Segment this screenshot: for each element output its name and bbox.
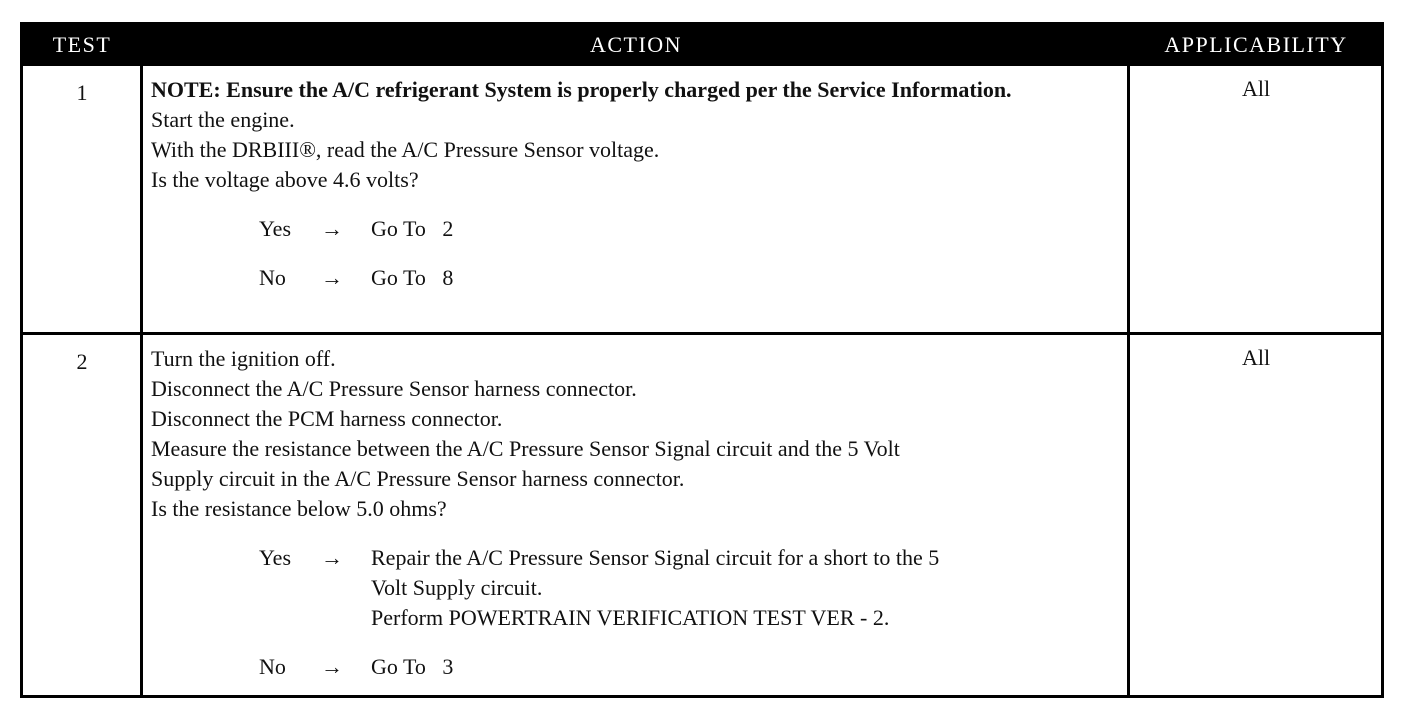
option-result: Go To 3 — [371, 654, 454, 679]
option-result: Go To 2 — [371, 216, 454, 241]
action-line: Disconnect the PCM harness connector. — [151, 406, 503, 431]
option-result-line: Perform POWERTRAIN VERIFICATION TEST VER - 2. — [371, 605, 890, 630]
option-label: Yes — [259, 545, 292, 570]
option-result-line: Volt Supply circuit. — [371, 575, 543, 600]
arrow-icon: → — [321, 654, 343, 679]
option-yes — [151, 214, 1123, 244]
applicability-value: All — [1241, 76, 1271, 101]
test-number: 1 — [76, 80, 88, 105]
option-no — [151, 263, 1123, 293]
action-line: Disconnect the A/C Pressure Sensor harness connector. — [151, 376, 637, 401]
option-result — [371, 543, 1123, 633]
action-line: Is the resistance below 5.0 ohms? — [151, 496, 447, 521]
action-line: Is the voltage above 4.6 volts? — [151, 167, 419, 192]
header-action: ACTION — [589, 32, 683, 57]
header-test: TEST — [52, 32, 112, 57]
option-label: No — [259, 265, 286, 290]
action-line: Supply circuit in the A/C Pressure Sensor harness connector. — [151, 466, 685, 491]
action-cell — [151, 75, 1123, 293]
table-row — [23, 335, 1381, 698]
header-applicability: APPLICABILITY — [1164, 32, 1348, 57]
applicability-value: All — [1241, 345, 1271, 370]
action-cell — [151, 344, 1123, 682]
table-header — [23, 25, 1381, 66]
note-text: NOTE: Ensure the A/C refrigerant System is properly charged per the Service Information. — [151, 77, 1012, 102]
arrow-icon: → — [321, 265, 343, 290]
option-result: Go To 8 — [371, 265, 454, 290]
option-label: No — [259, 654, 286, 679]
action-line: Turn the ignition off. — [151, 346, 336, 371]
action-line: Measure the resistance between the A/C Pressure Sensor Signal circuit and the 5 Volt — [151, 436, 900, 461]
option-no — [151, 652, 1123, 682]
option-label: Yes — [259, 216, 292, 241]
action-line: With the DRBIII®, read the A/C Pressure Sensor voltage. — [151, 137, 660, 162]
diagnostic-test-table — [20, 22, 1384, 698]
arrow-icon: → — [321, 216, 343, 241]
option-yes — [151, 543, 1123, 633]
table-row — [23, 66, 1381, 332]
option-result-line: Repair the A/C Pressure Sensor Signal circuit for a short to the 5 — [371, 545, 940, 570]
test-number: 2 — [76, 349, 88, 374]
arrow-icon: → — [321, 545, 343, 570]
action-line: Start the engine. — [151, 107, 295, 132]
